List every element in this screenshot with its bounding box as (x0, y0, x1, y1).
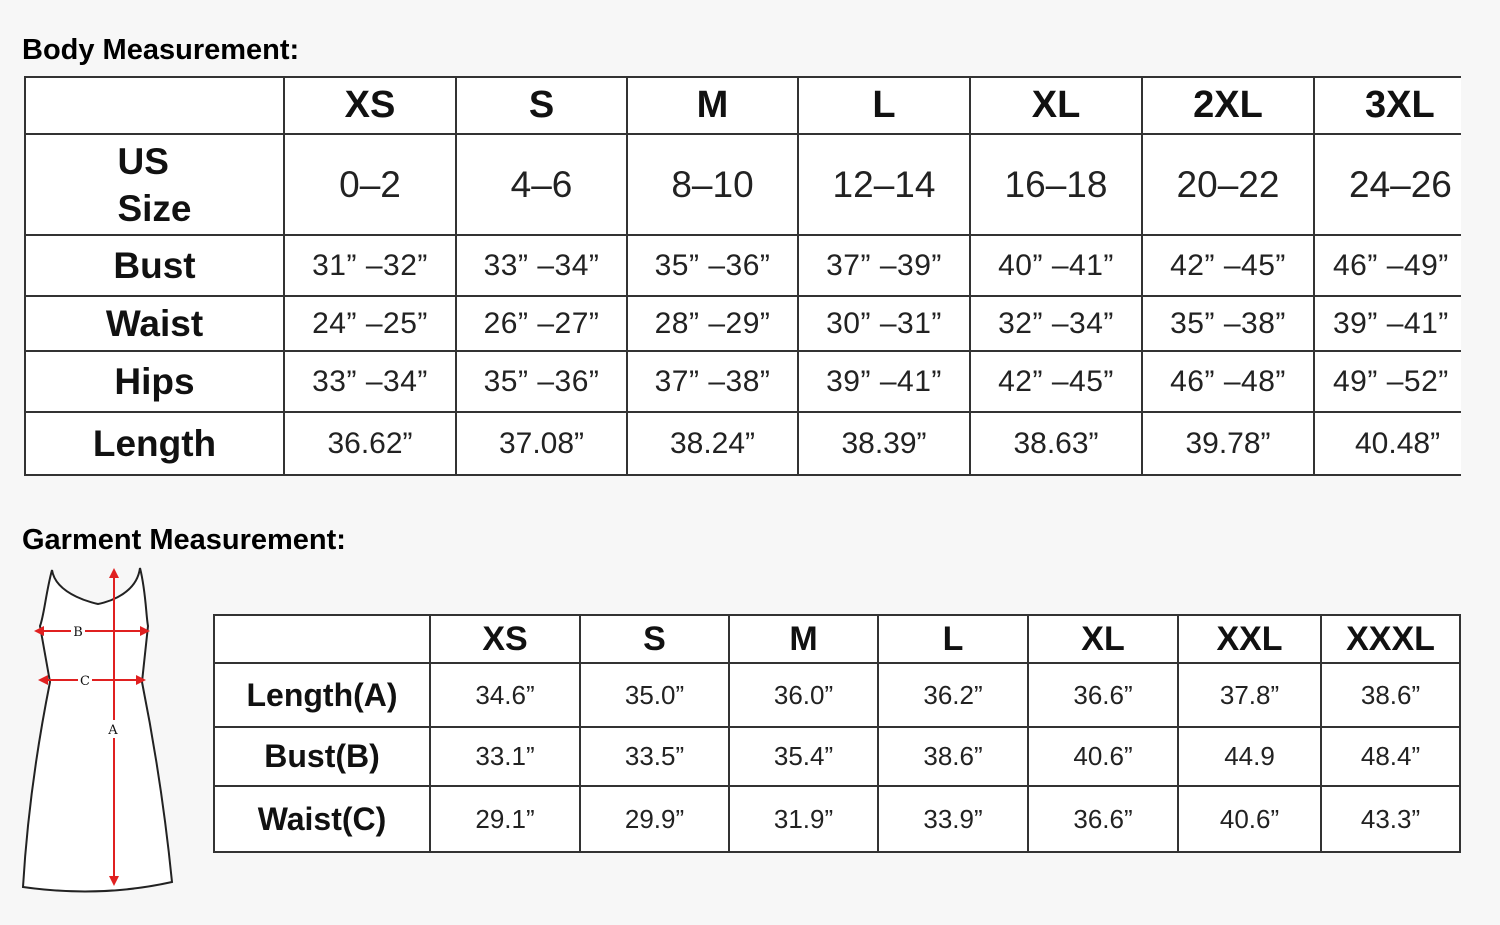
measurement-cell: 28” –29” (627, 296, 798, 351)
header-corner-cell (25, 77, 284, 134)
measurement-cell: 35” –38” (1142, 296, 1314, 351)
label-c: C (80, 674, 90, 689)
measurement-cell: 38.63” (970, 412, 1142, 475)
size-header: M (627, 77, 798, 134)
us-size-value: 16–18 (970, 134, 1142, 235)
measurement-cell: 31” –32” (284, 235, 456, 296)
measurement-cell: 34.6” (430, 663, 580, 727)
us-size-value: 12–14 (798, 134, 970, 235)
label-a: A (108, 723, 118, 738)
us-size-label-lines (117, 138, 191, 232)
measurement-cell: 40.48” (1314, 412, 1461, 475)
size-header: L (798, 77, 970, 134)
body-measurement-table-wrapper (24, 76, 1461, 476)
garment-measurement-table (213, 614, 1461, 853)
size-header: XXXL (1321, 615, 1460, 663)
size-header: 2XL (1142, 77, 1314, 134)
garment-bust-row (214, 727, 1460, 786)
garment-length-row (214, 663, 1460, 727)
row-label: Waist (25, 296, 284, 351)
us-size-value: 24–26 (1314, 134, 1461, 235)
row-label: Waist(C) (214, 786, 430, 852)
size-header: S (580, 615, 729, 663)
measurement-cell: 24” –25” (284, 296, 456, 351)
measurement-cell: 35” –36” (627, 235, 798, 296)
size-header: XS (430, 615, 580, 663)
us-size-row (25, 134, 1461, 235)
size-header: XL (970, 77, 1142, 134)
measurement-cell: 38.6” (1321, 663, 1460, 727)
bust-b-arrowhead-left (34, 626, 44, 636)
measurement-cell: 33” –34” (456, 235, 627, 296)
measurement-cell: 40” –41” (970, 235, 1142, 296)
measurement-cell: 36.6” (1028, 663, 1178, 727)
measurement-cell: 33” –34” (284, 351, 456, 412)
size-header: XL (1028, 615, 1178, 663)
us-size-value: 4–6 (456, 134, 627, 235)
measurement-cell: 37” –38” (627, 351, 798, 412)
measurement-cell: 39.78” (1142, 412, 1314, 475)
header-corner-cell (214, 615, 430, 663)
size-header: S (456, 77, 627, 134)
length-a-arrowhead-top (109, 568, 119, 578)
measurement-cell: 33.1” (430, 727, 580, 786)
row-label: Length(A) (214, 663, 430, 727)
measurement-cell: 49” –52” (1314, 351, 1461, 412)
measurement-cell: 40.6” (1028, 727, 1178, 786)
measurement-cell: 46” –48” (1142, 351, 1314, 412)
measurement-cell: 37” –39” (798, 235, 970, 296)
measurement-cell: 36.62” (284, 412, 456, 475)
garment-measurement-title: Garment Measurement: (22, 524, 346, 556)
dress-diagram (18, 562, 190, 898)
length-row (25, 412, 1461, 475)
label-b: B (73, 625, 83, 640)
measurement-cell: 39” –41” (798, 351, 970, 412)
measurement-cell: 46” –49” (1314, 235, 1461, 296)
measurement-cell: 38.24” (627, 412, 798, 475)
row-label: Hips (25, 351, 284, 412)
measurement-cell: 29.9” (580, 786, 729, 852)
hips-row (25, 351, 1461, 412)
body-measurement-title: Body Measurement: (22, 34, 300, 66)
garment-waist-row (214, 786, 1460, 852)
row-label: Bust (25, 235, 284, 296)
measurement-cell: 35” –36” (456, 351, 627, 412)
measurement-cell: 42” –45” (970, 351, 1142, 412)
measurement-cell: 44.9 (1178, 727, 1321, 786)
us-size-label-line: US (117, 140, 169, 182)
measurement-cell: 33.5” (580, 727, 729, 786)
measurement-cell: 36.6” (1028, 786, 1178, 852)
row-label: Length (25, 412, 284, 475)
measurement-cell: 40.6” (1178, 786, 1321, 852)
size-header: XXL (1178, 615, 1321, 663)
measurement-cell: 32” –34” (970, 296, 1142, 351)
measurement-cell: 35.0” (580, 663, 729, 727)
us-size-value: 8–10 (627, 134, 798, 235)
waist-row (25, 296, 1461, 351)
bust-row (25, 235, 1461, 296)
measurement-cell: 26” –27” (456, 296, 627, 351)
measurement-cell: 38.39” (798, 412, 970, 475)
us-size-label-line: Size (117, 187, 192, 229)
size-header: XS (284, 77, 456, 134)
garment-header-row (214, 615, 1460, 663)
body-header-row (25, 77, 1461, 134)
size-header: L (878, 615, 1028, 663)
us-size-label (25, 134, 284, 235)
us-size-value: 0–2 (284, 134, 456, 235)
us-size-value: 20–22 (1142, 134, 1314, 235)
measurement-cell: 38.6” (878, 727, 1028, 786)
size-header: M (729, 615, 878, 663)
measurement-cell: 33.9” (878, 786, 1028, 852)
measurement-cell: 37.8” (1178, 663, 1321, 727)
measurement-cell: 36.2” (878, 663, 1028, 727)
measurement-cell: 42” –45” (1142, 235, 1314, 296)
measurement-cell: 35.4” (729, 727, 878, 786)
body-measurement-table (24, 76, 1461, 476)
row-label: Bust(B) (214, 727, 430, 786)
measurement-cell: 37.08” (456, 412, 627, 475)
dress-outline (23, 568, 172, 891)
waist-c-arrowhead-left (38, 675, 48, 685)
measurement-cell: 31.9” (729, 786, 878, 852)
measurement-cell: 29.1” (430, 786, 580, 852)
measurement-cell: 30” –31” (798, 296, 970, 351)
measurement-cell: 48.4” (1321, 727, 1460, 786)
measurement-cell: 43.3” (1321, 786, 1460, 852)
measurement-cell: 39” –41” (1314, 296, 1461, 351)
size-header: 3XL (1314, 77, 1461, 134)
measurement-cell: 36.0” (729, 663, 878, 727)
